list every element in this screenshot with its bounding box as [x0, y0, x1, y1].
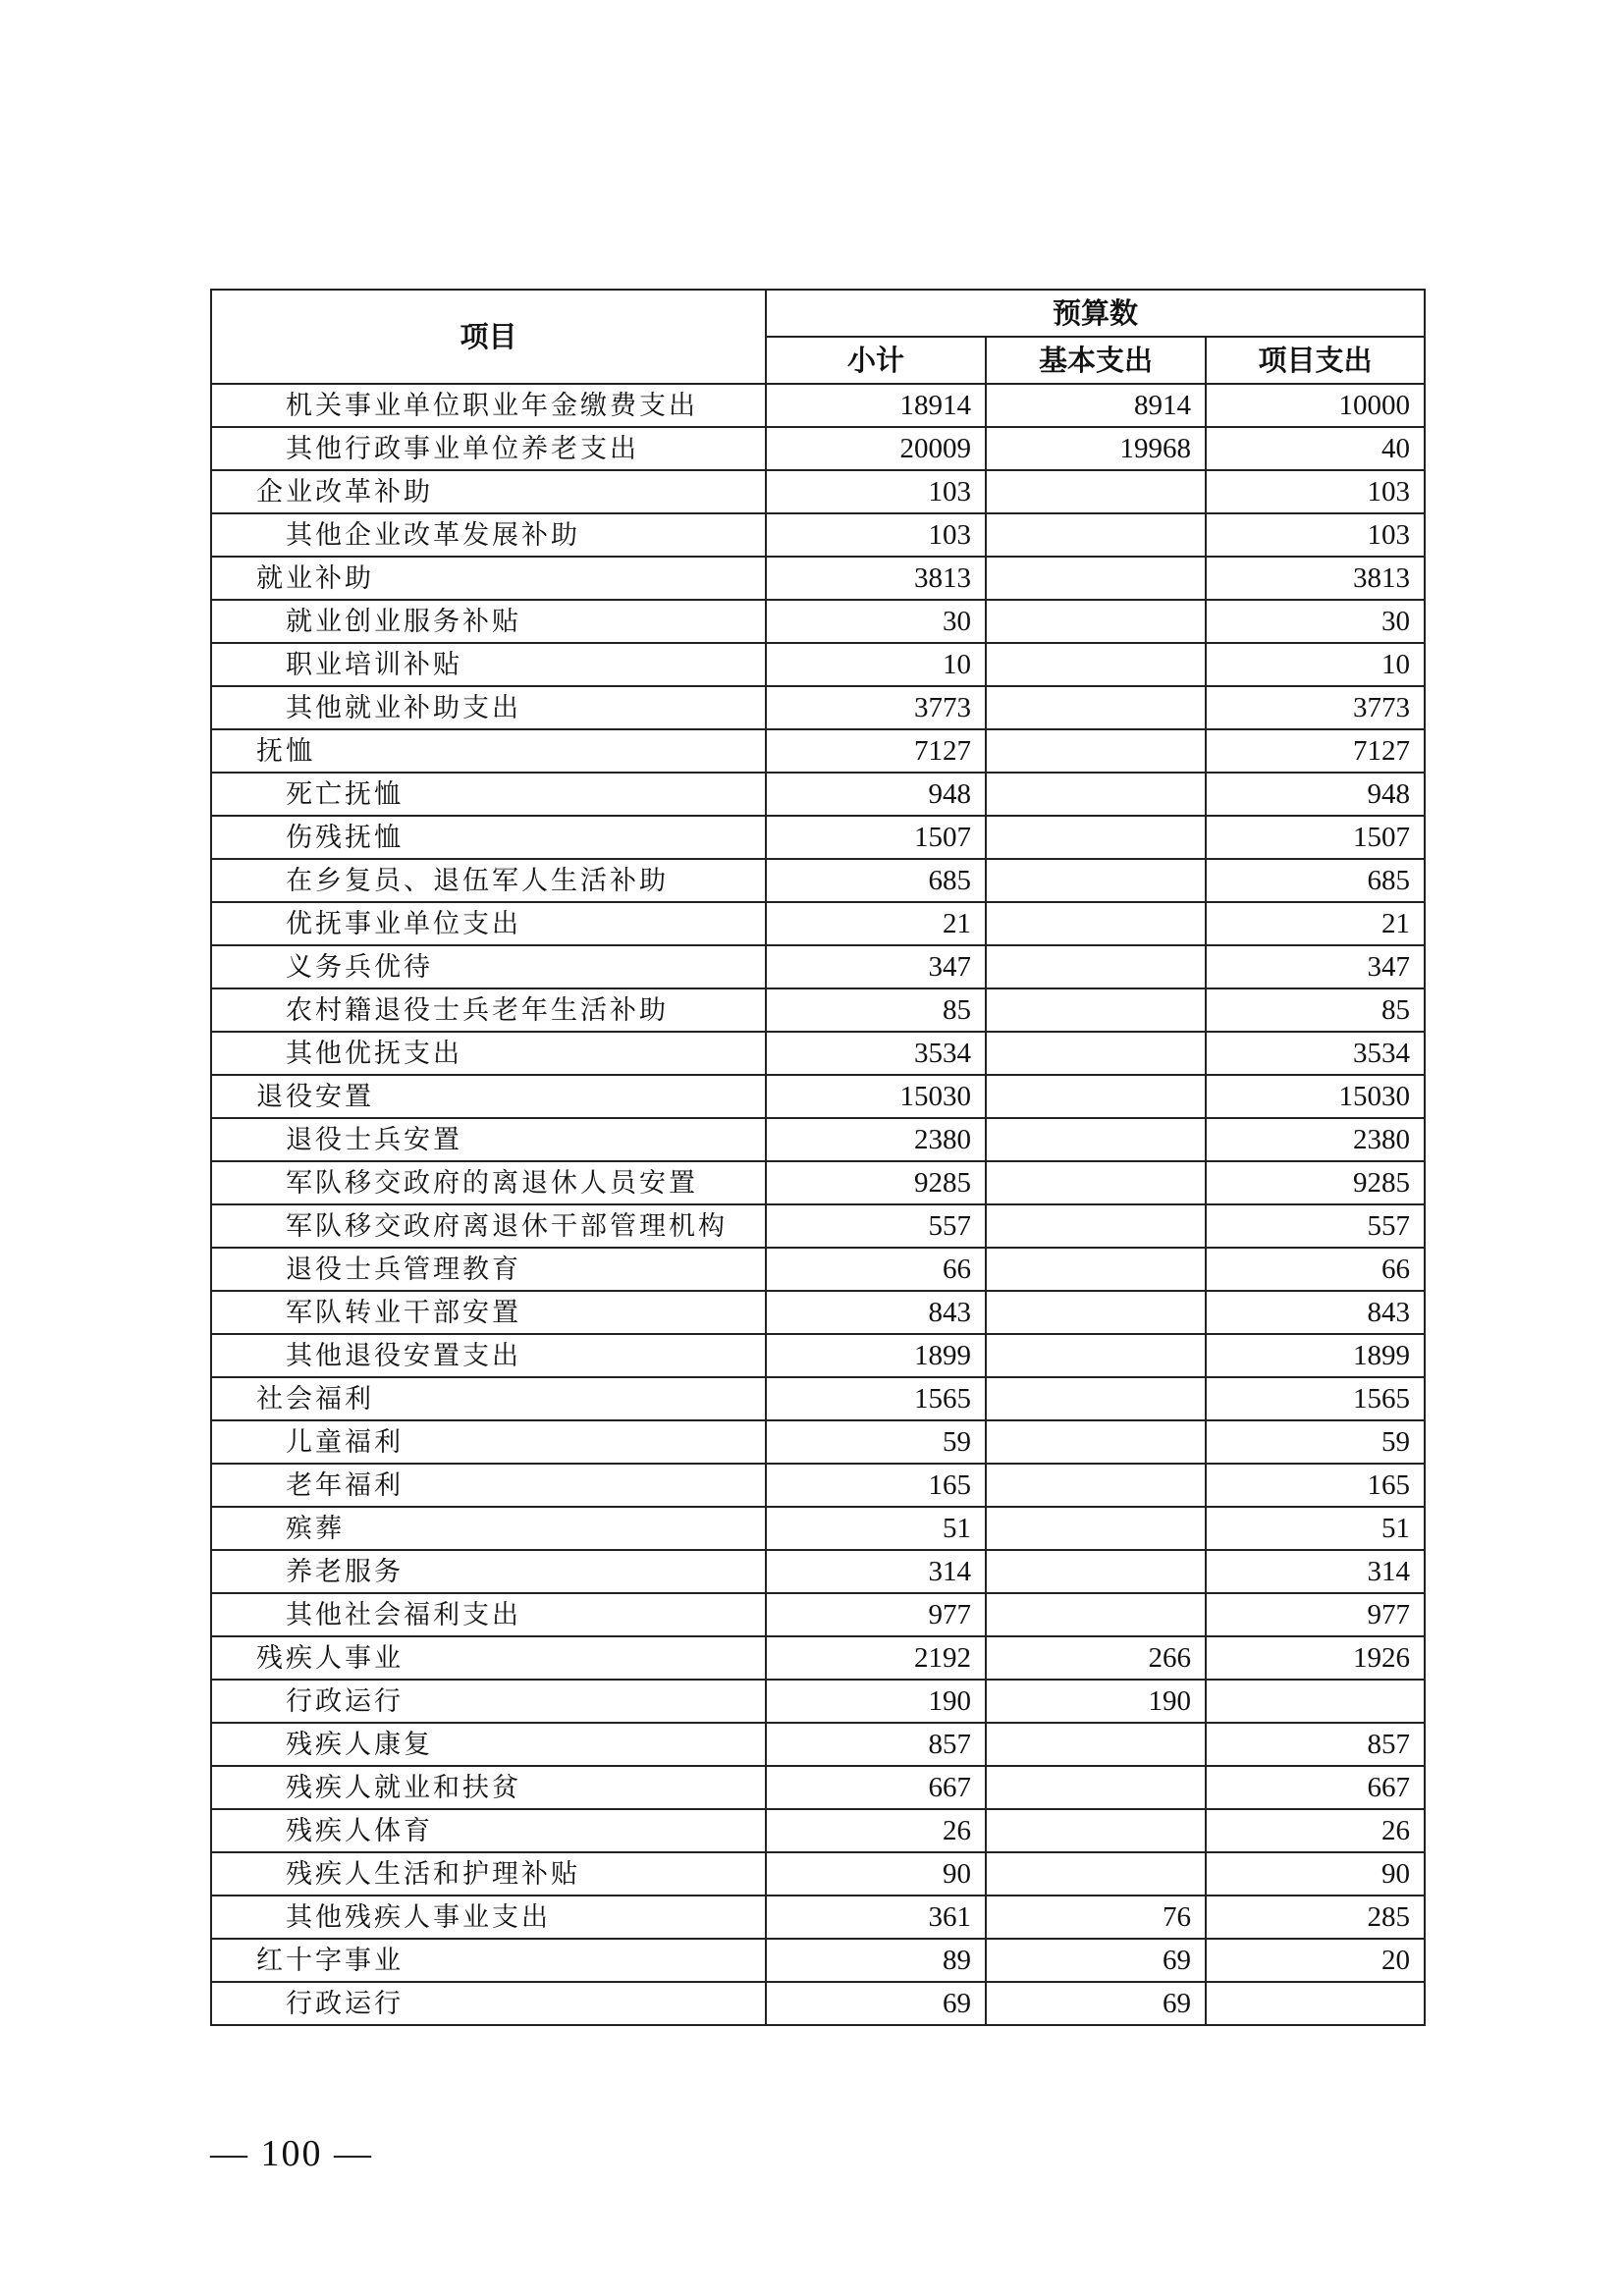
row-project-value: 9285	[1206, 1161, 1425, 1204]
row-item-name: 行政运行	[211, 1680, 766, 1723]
row-subtotal-value: 977	[766, 1593, 986, 1636]
row-subtotal-value: 89	[766, 1939, 986, 1982]
row-basic-value	[986, 600, 1206, 643]
table-row	[211, 1939, 1425, 1982]
row-project-value	[1206, 1982, 1425, 2025]
table-row	[211, 902, 1425, 945]
row-basic-value	[986, 1248, 1206, 1291]
row-subtotal-value: 69	[766, 1982, 986, 2025]
table-row	[211, 643, 1425, 686]
row-item-name: 红十字事业	[211, 1939, 766, 1982]
row-project-value: 103	[1206, 470, 1425, 513]
table-row	[211, 1420, 1425, 1464]
table-row	[211, 1809, 1425, 1852]
row-basic-value	[986, 1593, 1206, 1636]
table-row	[211, 1680, 1425, 1723]
table-row	[211, 1507, 1425, 1550]
row-basic-value: 266	[986, 1636, 1206, 1680]
header-item: 项目	[211, 290, 766, 384]
row-basic-value	[986, 859, 1206, 902]
header-basic: 基本支出	[986, 337, 1206, 384]
row-project-value: 1899	[1206, 1334, 1425, 1377]
row-subtotal-value: 18914	[766, 384, 986, 427]
table-row	[211, 513, 1425, 557]
row-project-value: 347	[1206, 945, 1425, 988]
row-item-name: 老年福利	[211, 1464, 766, 1507]
row-project-value: 20	[1206, 1939, 1425, 1982]
table-row	[211, 1334, 1425, 1377]
row-basic-value	[986, 773, 1206, 816]
row-project-value: 285	[1206, 1896, 1425, 1939]
row-item-name: 行政运行	[211, 1982, 766, 2025]
row-subtotal-value: 15030	[766, 1075, 986, 1118]
row-project-value: 21	[1206, 902, 1425, 945]
row-subtotal-value: 30	[766, 600, 986, 643]
row-item-name: 残疾人生活和护理补贴	[211, 1852, 766, 1896]
table-row	[211, 384, 1425, 427]
row-item-name: 军队转业干部安置	[211, 1291, 766, 1334]
row-basic-value	[986, 816, 1206, 859]
row-basic-value	[986, 1075, 1206, 1118]
row-item-name: 残疾人康复	[211, 1723, 766, 1766]
row-project-value: 7127	[1206, 729, 1425, 773]
row-project-value: 51	[1206, 1507, 1425, 1550]
row-basic-value: 69	[986, 1982, 1206, 2025]
row-project-value: 3773	[1206, 686, 1425, 729]
row-subtotal-value: 190	[766, 1680, 986, 1723]
row-subtotal-value: 20009	[766, 427, 986, 470]
row-project-value: 1565	[1206, 1377, 1425, 1420]
row-project-value: 1926	[1206, 1636, 1425, 1680]
table-row	[211, 557, 1425, 600]
row-project-value: 843	[1206, 1291, 1425, 1334]
row-subtotal-value: 103	[766, 470, 986, 513]
table-row	[211, 1766, 1425, 1809]
table-row	[211, 773, 1425, 816]
table-row	[211, 1852, 1425, 1896]
row-subtotal-value: 2192	[766, 1636, 986, 1680]
row-basic-value	[986, 1377, 1206, 1420]
row-project-value: 10	[1206, 643, 1425, 686]
row-subtotal-value: 3534	[766, 1032, 986, 1075]
row-item-name: 殡葬	[211, 1507, 766, 1550]
row-project-value: 948	[1206, 773, 1425, 816]
row-basic-value	[986, 686, 1206, 729]
row-basic-value	[986, 1809, 1206, 1852]
row-basic-value	[986, 1723, 1206, 1766]
table-header	[211, 290, 1425, 384]
row-project-value: 667	[1206, 1766, 1425, 1809]
row-subtotal-value: 165	[766, 1464, 986, 1507]
row-project-value: 26	[1206, 1809, 1425, 1852]
row-item-name: 伤残抚恤	[211, 816, 766, 859]
row-basic-value	[986, 1161, 1206, 1204]
row-subtotal-value: 843	[766, 1291, 986, 1334]
row-item-name: 退役安置	[211, 1075, 766, 1118]
row-subtotal-value: 857	[766, 1723, 986, 1766]
table-row	[211, 1291, 1425, 1334]
row-project-value: 10000	[1206, 384, 1425, 427]
row-subtotal-value: 948	[766, 773, 986, 816]
row-project-value: 685	[1206, 859, 1425, 902]
row-item-name: 其他社会福利支出	[211, 1593, 766, 1636]
row-item-name: 抚恤	[211, 729, 766, 773]
table-row	[211, 1982, 1425, 2025]
row-item-name: 养老服务	[211, 1550, 766, 1593]
row-basic-value	[986, 1464, 1206, 1507]
row-project-value: 59	[1206, 1420, 1425, 1464]
table-row	[211, 1593, 1425, 1636]
table-row	[211, 1161, 1425, 1204]
page-number: — 100 —	[210, 2133, 373, 2174]
row-project-value: 977	[1206, 1593, 1425, 1636]
row-project-value: 1507	[1206, 816, 1425, 859]
budget-table	[210, 289, 1426, 2026]
row-subtotal-value: 59	[766, 1420, 986, 1464]
row-subtotal-value: 21	[766, 902, 986, 945]
row-subtotal-value: 361	[766, 1896, 986, 1939]
table-row	[211, 1723, 1425, 1766]
row-basic-value: 190	[986, 1680, 1206, 1723]
row-subtotal-value: 90	[766, 1852, 986, 1896]
row-subtotal-value: 557	[766, 1204, 986, 1248]
table-row	[211, 1377, 1425, 1420]
row-item-name: 其他残疾人事业支出	[211, 1896, 766, 1939]
row-project-value: 40	[1206, 427, 1425, 470]
row-item-name: 其他优抚支出	[211, 1032, 766, 1075]
row-subtotal-value: 314	[766, 1550, 986, 1593]
row-project-value: 165	[1206, 1464, 1425, 1507]
table-row	[211, 1248, 1425, 1291]
row-basic-value	[986, 1766, 1206, 1809]
row-basic-value	[986, 1204, 1206, 1248]
row-subtotal-value: 10	[766, 643, 986, 686]
row-basic-value	[986, 1291, 1206, 1334]
row-item-name: 在乡复员、退伍军人生活补助	[211, 859, 766, 902]
row-subtotal-value: 7127	[766, 729, 986, 773]
row-subtotal-value: 3813	[766, 557, 986, 600]
header-row-top	[211, 290, 1425, 337]
row-basic-value	[986, 1420, 1206, 1464]
table-row	[211, 859, 1425, 902]
row-item-name: 农村籍退役士兵老年生活补助	[211, 988, 766, 1032]
row-subtotal-value: 347	[766, 945, 986, 988]
table-row	[211, 1118, 1425, 1161]
table-row	[211, 988, 1425, 1032]
row-basic-value	[986, 1118, 1206, 1161]
table-row	[211, 1464, 1425, 1507]
row-item-name: 其他退役安置支出	[211, 1334, 766, 1377]
row-basic-value	[986, 557, 1206, 600]
row-basic-value	[986, 902, 1206, 945]
row-item-name: 儿童福利	[211, 1420, 766, 1464]
row-basic-value	[986, 470, 1206, 513]
row-subtotal-value: 1565	[766, 1377, 986, 1420]
row-project-value: 15030	[1206, 1075, 1425, 1118]
table-row	[211, 686, 1425, 729]
row-project-value: 857	[1206, 1723, 1425, 1766]
row-subtotal-value: 103	[766, 513, 986, 557]
row-item-name: 残疾人就业和扶贫	[211, 1766, 766, 1809]
row-subtotal-value: 1507	[766, 816, 986, 859]
row-basic-value	[986, 988, 1206, 1032]
row-item-name: 就业创业服务补贴	[211, 600, 766, 643]
row-item-name: 军队移交政府的离退休人员安置	[211, 1161, 766, 1204]
row-subtotal-value: 3773	[766, 686, 986, 729]
row-subtotal-value: 667	[766, 1766, 986, 1809]
row-project-value	[1206, 1680, 1425, 1723]
row-basic-value	[986, 729, 1206, 773]
table-row	[211, 1204, 1425, 1248]
table-row	[211, 1550, 1425, 1593]
row-basic-value: 76	[986, 1896, 1206, 1939]
row-item-name: 社会福利	[211, 1377, 766, 1420]
table-row	[211, 1032, 1425, 1075]
row-project-value: 3534	[1206, 1032, 1425, 1075]
table-row	[211, 470, 1425, 513]
row-project-value: 2380	[1206, 1118, 1425, 1161]
table-row	[211, 1896, 1425, 1939]
row-basic-value: 19968	[986, 427, 1206, 470]
row-subtotal-value: 26	[766, 1809, 986, 1852]
row-item-name: 职业培训补贴	[211, 643, 766, 686]
row-basic-value	[986, 945, 1206, 988]
row-subtotal-value: 85	[766, 988, 986, 1032]
row-project-value: 90	[1206, 1852, 1425, 1896]
row-subtotal-value: 1899	[766, 1334, 986, 1377]
row-item-name: 残疾人事业	[211, 1636, 766, 1680]
row-basic-value	[986, 1852, 1206, 1896]
table-row	[211, 1075, 1425, 1118]
row-basic-value: 69	[986, 1939, 1206, 1982]
row-project-value: 66	[1206, 1248, 1425, 1291]
row-basic-value	[986, 643, 1206, 686]
row-item-name: 企业改革补助	[211, 470, 766, 513]
row-item-name: 优抚事业单位支出	[211, 902, 766, 945]
header-budget: 预算数	[766, 290, 1425, 337]
row-project-value: 314	[1206, 1550, 1425, 1593]
row-project-value: 3813	[1206, 557, 1425, 600]
row-item-name: 残疾人体育	[211, 1809, 766, 1852]
row-basic-value	[986, 1032, 1206, 1075]
row-project-value: 103	[1206, 513, 1425, 557]
row-subtotal-value: 2380	[766, 1118, 986, 1161]
row-project-value: 85	[1206, 988, 1425, 1032]
table-row	[211, 600, 1425, 643]
row-project-value: 30	[1206, 600, 1425, 643]
table-row	[211, 1636, 1425, 1680]
row-item-name: 机关事业单位职业年金缴费支出	[211, 384, 766, 427]
row-subtotal-value: 51	[766, 1507, 986, 1550]
table-row	[211, 816, 1425, 859]
row-item-name: 其他企业改革发展补助	[211, 513, 766, 557]
table-row	[211, 427, 1425, 470]
row-basic-value	[986, 1507, 1206, 1550]
row-basic-value	[986, 1334, 1206, 1377]
header-subtotal: 小计	[766, 337, 986, 384]
row-item-name: 退役士兵管理教育	[211, 1248, 766, 1291]
header-project: 项目支出	[1206, 337, 1425, 384]
table-row	[211, 945, 1425, 988]
row-project-value: 557	[1206, 1204, 1425, 1248]
row-subtotal-value: 9285	[766, 1161, 986, 1204]
row-item-name: 义务兵优待	[211, 945, 766, 988]
row-item-name: 其他行政事业单位养老支出	[211, 427, 766, 470]
row-basic-value	[986, 1550, 1206, 1593]
row-item-name: 其他就业补助支出	[211, 686, 766, 729]
row-basic-value: 8914	[986, 384, 1206, 427]
table-body	[211, 384, 1425, 2025]
table-row	[211, 729, 1425, 773]
row-item-name: 就业补助	[211, 557, 766, 600]
row-basic-value	[986, 513, 1206, 557]
row-item-name: 死亡抚恤	[211, 773, 766, 816]
row-item-name: 退役士兵安置	[211, 1118, 766, 1161]
row-item-name: 军队移交政府离退休干部管理机构	[211, 1204, 766, 1248]
row-subtotal-value: 66	[766, 1248, 986, 1291]
row-subtotal-value: 685	[766, 859, 986, 902]
